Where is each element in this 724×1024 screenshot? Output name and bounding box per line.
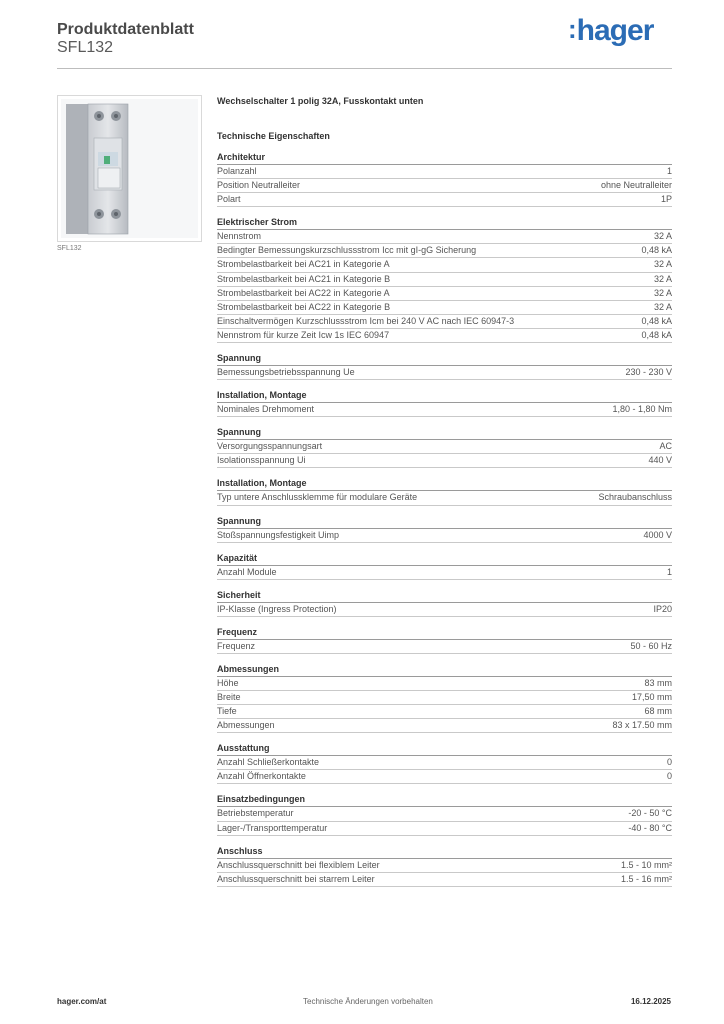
property-value: Schraubanschluss bbox=[598, 492, 672, 503]
property-row bbox=[217, 719, 672, 733]
property-section bbox=[217, 590, 672, 617]
property-row bbox=[217, 640, 672, 654]
property-label: Strombelastbarkeit bei AC22 in Kategorie A bbox=[217, 287, 390, 298]
property-label: Bedingter Bemessungskurzschlussstrom Icc mit gI-gG Sicherung bbox=[217, 245, 477, 256]
property-label: IP-Klasse (Ingress Protection) bbox=[217, 603, 337, 614]
property-section bbox=[217, 627, 672, 654]
property-row bbox=[217, 301, 672, 315]
property-section bbox=[217, 390, 672, 417]
property-value: 0,48 kA bbox=[641, 329, 672, 340]
property-section bbox=[217, 217, 672, 343]
property-row bbox=[217, 179, 672, 193]
section-title: Ausstattung bbox=[217, 743, 672, 756]
section-title: Sicherheit bbox=[217, 590, 672, 603]
property-row bbox=[217, 705, 672, 719]
property-value: 83 mm bbox=[644, 677, 672, 688]
property-label: Höhe bbox=[217, 677, 239, 688]
property-row bbox=[217, 454, 672, 468]
property-label: Polanzahl bbox=[217, 166, 257, 176]
section-title: Einsatzbedingungen bbox=[217, 794, 672, 807]
property-section bbox=[217, 743, 672, 784]
property-value: 83 x 17.50 mm bbox=[612, 720, 672, 731]
property-label: Typ untere Anschlussklemme für modulare Geräte bbox=[217, 492, 418, 503]
property-label: Isolationsspannung Ui bbox=[217, 455, 306, 466]
section-title: Installation, Montage bbox=[217, 478, 672, 491]
property-value: IP20 bbox=[653, 603, 672, 614]
property-label: Stoßspannungsfestigkeit Uimp bbox=[217, 529, 340, 540]
property-value: 68 mm bbox=[644, 706, 672, 717]
property-row bbox=[217, 603, 672, 617]
property-row bbox=[217, 440, 672, 454]
property-section bbox=[217, 664, 672, 733]
property-label: Strombelastbarkeit bei AC22 in Kategorie B bbox=[217, 301, 391, 312]
property-row bbox=[217, 770, 672, 784]
section-title: Elektrischer Strom bbox=[217, 217, 672, 230]
property-label: Frequenz bbox=[217, 640, 256, 651]
property-value: 1.5 - 10 mm² bbox=[620, 859, 672, 870]
footer-website: hager.com/at bbox=[57, 997, 107, 1006]
property-row bbox=[217, 873, 672, 887]
property-value: 1.5 - 16 mm² bbox=[620, 873, 672, 884]
product-code: SFL132 bbox=[57, 39, 114, 56]
property-row bbox=[217, 193, 672, 207]
property-value: -40 - 80 °C bbox=[628, 822, 672, 833]
property-value: 32 A bbox=[653, 301, 672, 312]
product-image-caption: SFL132 bbox=[57, 245, 82, 252]
property-row bbox=[217, 329, 672, 343]
property-row bbox=[217, 822, 672, 836]
property-row bbox=[217, 287, 672, 301]
property-sections bbox=[217, 152, 672, 887]
property-row bbox=[217, 566, 672, 580]
property-row bbox=[217, 165, 672, 179]
footer-date: 16.12.2025 bbox=[630, 997, 671, 1006]
property-value: 0 bbox=[666, 771, 672, 782]
product-image bbox=[57, 95, 202, 242]
property-label: Nennstrom bbox=[217, 231, 262, 242]
property-label: Breite bbox=[217, 691, 241, 702]
property-value: 0 bbox=[666, 757, 672, 768]
property-label: Anschlussquerschnitt bei starrem Leiter bbox=[217, 873, 375, 884]
product-description: Wechselschalter 1 polig 32A, Fusskontakt unten bbox=[217, 96, 424, 106]
property-value: 32 A bbox=[653, 273, 672, 284]
property-section bbox=[217, 553, 672, 580]
property-row bbox=[217, 756, 672, 770]
property-row bbox=[217, 807, 672, 821]
property-section bbox=[217, 152, 672, 207]
logo-text: hager bbox=[576, 14, 654, 47]
section-title: Spannung bbox=[217, 427, 672, 440]
property-value: 32 A bbox=[653, 231, 672, 242]
footer-note: Technische Änderungen vorbehalten bbox=[303, 997, 433, 1006]
tech-properties-title: Technische Eigenschaften bbox=[217, 131, 330, 141]
property-row bbox=[217, 677, 672, 691]
property-section bbox=[217, 516, 672, 543]
switch-illustration bbox=[58, 96, 201, 241]
property-value: ohne Neutralleiter bbox=[600, 180, 672, 191]
property-label: Anschlussquerschnitt bei flexiblem Leiter bbox=[217, 859, 380, 870]
section-title: Frequenz bbox=[217, 627, 672, 640]
page-title: Produktdatenblatt bbox=[57, 21, 194, 38]
property-section bbox=[217, 427, 672, 468]
property-row bbox=[217, 315, 672, 329]
section-title: Spannung bbox=[217, 516, 672, 529]
property-row bbox=[217, 529, 672, 543]
property-label: Strombelastbarkeit bei AC21 in Kategorie B bbox=[217, 273, 391, 284]
property-row bbox=[217, 491, 672, 505]
header-divider bbox=[57, 68, 672, 69]
property-value: 1P bbox=[660, 194, 672, 205]
property-row bbox=[217, 230, 672, 244]
property-label: Bemessungsbetriebsspannung Ue bbox=[217, 367, 355, 378]
property-row bbox=[217, 366, 672, 380]
property-section bbox=[217, 478, 672, 505]
property-value: AC bbox=[659, 441, 672, 452]
property-row bbox=[217, 403, 672, 417]
property-label: Strombelastbarkeit bei AC21 in Kategorie A bbox=[217, 259, 390, 270]
main-content bbox=[217, 96, 672, 897]
property-value: 32 A bbox=[653, 287, 672, 298]
property-label: Betriebstemperatur bbox=[217, 808, 294, 819]
property-section bbox=[217, 846, 672, 887]
property-row bbox=[217, 273, 672, 287]
property-row bbox=[217, 244, 672, 258]
property-section bbox=[217, 794, 672, 835]
property-label: Versorgungsspannungsart bbox=[217, 441, 323, 452]
property-value: 50 - 60 Hz bbox=[630, 640, 672, 651]
property-label: Anzahl Öffnerkontakte bbox=[217, 771, 306, 782]
property-value: 1 bbox=[666, 566, 672, 577]
hager-logo bbox=[568, 14, 653, 48]
property-section bbox=[217, 353, 672, 380]
section-title: Abmessungen bbox=[217, 664, 672, 677]
property-label: Abmessungen bbox=[217, 720, 275, 731]
property-label: Position Neutralleiter bbox=[217, 180, 301, 191]
property-label: Anzahl Schließerkontakte bbox=[217, 757, 320, 768]
section-title: Anschluss bbox=[217, 846, 672, 859]
property-value: 4000 V bbox=[643, 529, 672, 540]
property-value: 32 A bbox=[653, 259, 672, 270]
property-label: Anzahl Module bbox=[217, 566, 277, 577]
property-label: Polart bbox=[217, 194, 241, 205]
property-value: 440 V bbox=[648, 455, 672, 466]
logo-colon: : bbox=[568, 14, 576, 44]
property-label: Nennstrom für kurze Zeit Icw 1s IEC 60947 bbox=[217, 329, 390, 340]
section-title: Installation, Montage bbox=[217, 390, 672, 403]
property-label: Lager-/Transporttemperatur bbox=[217, 822, 328, 833]
property-value: 0,48 kA bbox=[641, 245, 672, 256]
property-row bbox=[217, 258, 672, 272]
section-title: Architektur bbox=[217, 152, 672, 165]
property-row bbox=[217, 859, 672, 873]
property-label: Einschaltvermögen Kurzschlussstrom Icm bei 240 V AC nach IEC 60947-3 bbox=[217, 315, 515, 326]
property-value: 17,50 mm bbox=[631, 691, 672, 702]
property-value: 0,48 kA bbox=[641, 315, 672, 326]
property-label: Nominales Drehmoment bbox=[217, 404, 315, 415]
property-row bbox=[217, 691, 672, 705]
property-value: 230 - 230 V bbox=[625, 367, 672, 378]
section-title: Kapazität bbox=[217, 553, 672, 566]
section-title: Spannung bbox=[217, 353, 672, 366]
property-label: Tiefe bbox=[217, 706, 237, 717]
property-value: 1 bbox=[666, 166, 672, 176]
property-value: -20 - 50 °C bbox=[628, 808, 672, 819]
property-value: 1,80 - 1,80 Nm bbox=[612, 404, 672, 415]
